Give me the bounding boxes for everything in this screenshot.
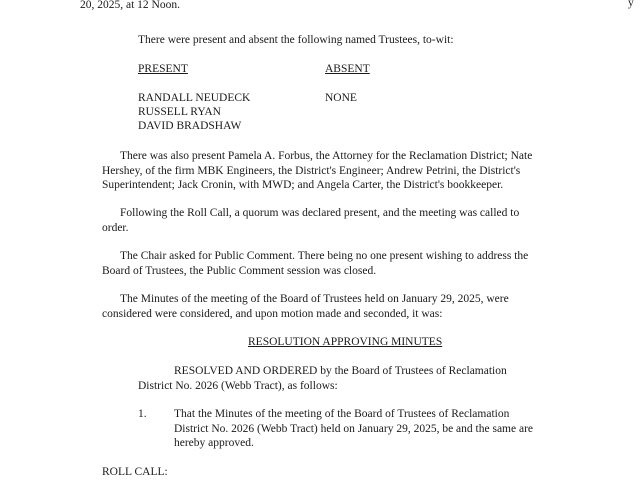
paragraph-line: That the Minutes of the meeting of the Board of Trustees of Reclamation [174, 408, 510, 420]
quorum-paragraph [102, 206, 570, 235]
meeting-date-fragment: 20, 2025, at 12 Noon. [80, 0, 180, 11]
resolution-heading: RESOLUTION APPROVING MINUTES [248, 336, 443, 348]
public-comment-paragraph [102, 249, 570, 278]
page-edge-mark: y [628, 0, 634, 9]
paragraph-line: RESOLVED AND ORDERED by the Board of Trustees of Reclamation [174, 365, 507, 377]
attendance-intro: There were present and absent the following named Trustees, to-wit: [138, 34, 454, 46]
paragraph-line: considered were considered, and upon motion made and seconded, it was: [102, 307, 443, 320]
present-trustee: DAVID BRADSHAW [138, 120, 242, 132]
paragraph-line: Hershey, of the firm MBK Engineers, the District's Engineer; Andrew Petrini, the District's [102, 164, 521, 177]
paragraph-line: District No. 2026 (Webb Tract) held on January 29, 2025, be and the same are [174, 422, 534, 435]
resolution-item-text [174, 407, 570, 451]
paragraph-line: order. [102, 221, 129, 234]
paragraph-line: The Minutes of the meeting of the Board of Trustees held on January 29, 2025, were [120, 293, 509, 305]
also-present-paragraph [102, 149, 570, 193]
paragraph-line: The Chair asked for Public Comment. There being no one present wishing to address the [120, 250, 529, 262]
paragraph-line: Superintendent; Jack Cronin, with MWD; and Angela Carter, the District's bookkeeper. [102, 179, 504, 191]
paragraph-line: There was also present Pamela A. Forbus, the Attorney for the Reclamation District; Nate [120, 150, 533, 162]
item-number: 1. [138, 408, 147, 420]
paragraph-line: hereby approved. [174, 437, 254, 449]
paragraph-line: District No. 2026 (Webb Tract), as follows: [138, 379, 338, 392]
present-trustee: RUSSELL RYAN [138, 106, 221, 118]
roll-call-heading: ROLL CALL: [102, 466, 168, 478]
absent-trustee: NONE [325, 92, 357, 104]
paragraph-line: Following the Roll Call, a quorum was declared present, and the meeting was called to [120, 207, 520, 219]
present-heading: PRESENT [138, 63, 188, 75]
absent-heading: ABSENT [325, 63, 370, 75]
present-trustee: RANDALL NEUDECK [138, 92, 251, 104]
minutes-paragraph [102, 292, 570, 321]
paragraph-line: Board of Trustees, the Public Comment session was closed. [102, 264, 377, 277]
resolved-paragraph [138, 364, 570, 393]
